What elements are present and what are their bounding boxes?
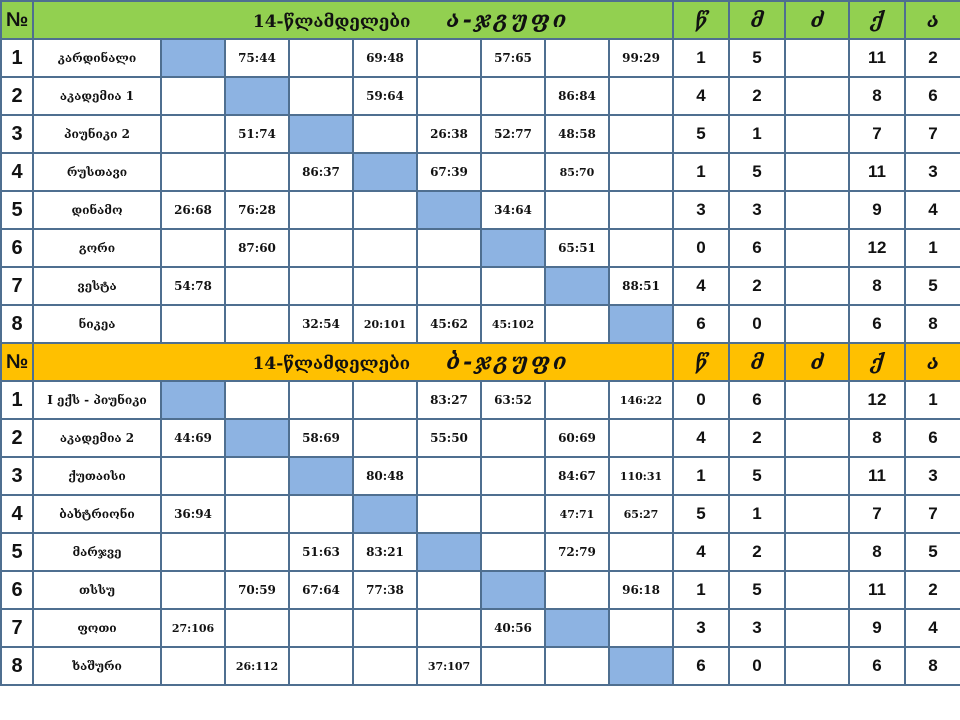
team-row [1,267,960,305]
team-name: მარჯვე [33,533,161,571]
match-score-cell: 34:64 [481,191,545,229]
match-score-cell: 26:112 [225,647,289,685]
stat-q-cell: 8 [849,419,905,457]
stat-a-cell: 7 [905,495,960,533]
stat-d-cell [785,571,849,609]
stat-d-cell [785,153,849,191]
number-symbol-header: № [1,1,33,39]
match-score-cell: 72:79 [545,533,609,571]
stat-d-cell [785,229,849,267]
stat-m-cell: 2 [729,77,785,115]
stat-w-cell: 6 [673,305,729,343]
match-score-cell [353,381,417,419]
match-score-cell: 77:38 [353,571,417,609]
match-score-cell: 32:54 [289,305,353,343]
diagonal-cell [417,191,481,229]
match-score-cell [417,267,481,305]
group-title-header [33,1,673,39]
diagonal-cell [225,419,289,457]
match-score-cell [417,609,481,647]
match-score-cell [225,495,289,533]
stat-d-cell [785,419,849,457]
stat-m-cell: 1 [729,115,785,153]
age-category-title: 14-წლამდელები [252,354,411,374]
team-number: 4 [1,153,33,191]
team-number: 2 [1,419,33,457]
diagonal-cell [225,77,289,115]
team-number: 1 [1,39,33,77]
diagonal-cell [609,647,673,685]
match-score-cell [161,229,225,267]
stat-a-cell: 6 [905,419,960,457]
team-name: თსსუ [33,571,161,609]
stat-a-cell: 5 [905,267,960,305]
match-score-cell: 88:51 [609,267,673,305]
group-name: ბ-ჯგუფი [446,349,570,375]
group-header-row [1,1,960,39]
diagonal-cell [161,39,225,77]
team-number: 8 [1,647,33,685]
match-score-cell [225,381,289,419]
stat-d-cell [785,609,849,647]
team-number: 7 [1,267,33,305]
stat-w-cell: 1 [673,457,729,495]
match-score-cell [353,191,417,229]
match-score-cell: 52:77 [481,115,545,153]
stat-m-cell: 1 [729,495,785,533]
match-score-cell [161,571,225,609]
stat-d-cell [785,77,849,115]
stat-a-cell: 4 [905,609,960,647]
match-score-cell [609,419,673,457]
stat-w-cell: 1 [673,39,729,77]
match-score-cell: 27:106 [161,609,225,647]
match-score-cell [225,305,289,343]
match-score-cell [609,191,673,229]
team-row [1,115,960,153]
diagonal-cell [545,267,609,305]
match-score-cell: 110:31 [609,457,673,495]
match-score-cell [417,39,481,77]
match-score-cell: 51:74 [225,115,289,153]
team-row [1,609,960,647]
diagonal-cell [289,457,353,495]
team-number: 6 [1,229,33,267]
match-score-cell: 146:22 [609,381,673,419]
team-row [1,457,960,495]
team-name: აკადემია 1 [33,77,161,115]
match-score-cell [609,533,673,571]
match-score-cell: 44:69 [161,419,225,457]
stat-column-header: მ [729,1,785,39]
team-number: 4 [1,495,33,533]
team-name: I ექს - პიუნიკი [33,381,161,419]
match-score-cell [225,267,289,305]
match-score-cell: 67:64 [289,571,353,609]
team-name: პიუნიკი 2 [33,115,161,153]
match-score-cell: 51:63 [289,533,353,571]
stat-d-cell [785,39,849,77]
stat-q-cell: 8 [849,533,905,571]
team-row [1,419,960,457]
match-score-cell [481,495,545,533]
team-number: 3 [1,457,33,495]
match-score-cell: 67:39 [417,153,481,191]
match-score-cell: 58:69 [289,419,353,457]
stat-column-header: მ [729,343,785,381]
match-score-cell [161,153,225,191]
match-score-cell [161,77,225,115]
stat-d-cell [785,457,849,495]
match-score-cell [289,39,353,77]
match-score-cell: 96:18 [609,571,673,609]
match-score-cell: 48:58 [545,115,609,153]
stat-a-cell: 8 [905,647,960,685]
match-score-cell [161,115,225,153]
stat-w-cell: 5 [673,495,729,533]
stat-w-cell: 0 [673,229,729,267]
diagonal-cell [609,305,673,343]
stat-m-cell: 2 [729,267,785,305]
match-score-cell [161,647,225,685]
stat-a-cell: 1 [905,381,960,419]
diagonal-cell [353,495,417,533]
stat-w-cell: 4 [673,533,729,571]
stat-q-cell: 12 [849,381,905,419]
match-score-cell [545,305,609,343]
stat-a-cell: 1 [905,229,960,267]
team-row [1,571,960,609]
match-score-cell [481,419,545,457]
diagonal-cell [545,609,609,647]
match-score-cell [417,229,481,267]
stat-q-cell: 7 [849,115,905,153]
stat-w-cell: 0 [673,381,729,419]
match-score-cell [417,571,481,609]
match-score-cell [289,267,353,305]
group-name: ა-ჯგუფი [446,7,570,33]
stat-q-cell: 11 [849,39,905,77]
match-score-cell: 59:64 [353,77,417,115]
stat-d-cell [785,381,849,419]
stat-w-cell: 3 [673,609,729,647]
team-row [1,647,960,685]
team-number: 5 [1,191,33,229]
stat-a-cell: 4 [905,191,960,229]
match-score-cell [481,533,545,571]
match-score-cell: 37:107 [417,647,481,685]
stat-m-cell: 6 [729,229,785,267]
match-score-cell [417,495,481,533]
team-row [1,77,960,115]
stat-a-cell: 7 [905,115,960,153]
team-row [1,495,960,533]
stat-a-cell: 2 [905,571,960,609]
match-score-cell: 45:62 [417,305,481,343]
match-score-cell [353,647,417,685]
match-score-cell [289,229,353,267]
match-score-cell [289,77,353,115]
stat-q-cell: 7 [849,495,905,533]
team-row [1,305,960,343]
match-score-cell [481,457,545,495]
team-number: 2 [1,77,33,115]
diagonal-cell [481,571,545,609]
match-score-cell [609,153,673,191]
match-score-cell: 57:65 [481,39,545,77]
match-score-cell [161,305,225,343]
team-number: 1 [1,381,33,419]
match-score-cell: 55:50 [417,419,481,457]
team-row [1,39,960,77]
stat-m-cell: 0 [729,305,785,343]
match-score-cell: 65:27 [609,495,673,533]
match-score-cell: 76:28 [225,191,289,229]
team-name: აკადემია 2 [33,419,161,457]
team-name: დინამო [33,191,161,229]
stat-a-cell: 8 [905,305,960,343]
stat-q-cell: 12 [849,229,905,267]
match-score-cell [289,609,353,647]
match-score-cell [225,153,289,191]
stat-q-cell: 11 [849,457,905,495]
match-score-cell: 47:71 [545,495,609,533]
stat-d-cell [785,115,849,153]
match-score-cell [545,381,609,419]
match-score-cell: 40:56 [481,609,545,647]
match-score-cell [289,495,353,533]
match-score-cell: 85:70 [545,153,609,191]
match-score-cell [481,153,545,191]
match-score-cell: 86:37 [289,153,353,191]
team-row [1,191,960,229]
match-score-cell [545,191,609,229]
stat-d-cell [785,533,849,571]
match-score-cell: 45:102 [481,305,545,343]
stat-a-cell: 3 [905,153,960,191]
match-score-cell: 36:94 [161,495,225,533]
match-score-cell [353,609,417,647]
match-score-cell [609,115,673,153]
match-score-cell [609,77,673,115]
team-row [1,229,960,267]
match-score-cell: 26:68 [161,191,225,229]
stat-q-cell: 8 [849,267,905,305]
stat-q-cell: 11 [849,571,905,609]
match-score-cell [353,419,417,457]
diagonal-cell [417,533,481,571]
match-score-cell [609,609,673,647]
stat-q-cell: 11 [849,153,905,191]
stat-a-cell: 3 [905,457,960,495]
team-row [1,533,960,571]
stat-w-cell: 3 [673,191,729,229]
stat-column-header: წ [673,1,729,39]
match-score-cell: 83:27 [417,381,481,419]
stat-m-cell: 5 [729,571,785,609]
stat-d-cell [785,267,849,305]
diagonal-cell [481,229,545,267]
number-symbol-header: № [1,343,33,381]
match-score-cell [289,191,353,229]
stat-d-cell [785,191,849,229]
diagonal-cell [289,115,353,153]
stat-column-header: ა [905,1,960,39]
match-score-cell [353,115,417,153]
team-name: რუსთავი [33,153,161,191]
stat-m-cell: 3 [729,191,785,229]
group-title-header [33,343,673,381]
match-score-cell [417,457,481,495]
team-number: 3 [1,115,33,153]
match-score-cell: 70:59 [225,571,289,609]
stat-w-cell: 1 [673,153,729,191]
stat-q-cell: 6 [849,305,905,343]
team-number: 7 [1,609,33,647]
team-number: 8 [1,305,33,343]
team-name: ხაშური [33,647,161,685]
team-name: ბახტრიონი [33,495,161,533]
match-score-cell [545,39,609,77]
stat-q-cell: 9 [849,609,905,647]
stat-m-cell: 5 [729,457,785,495]
match-score-cell: 80:48 [353,457,417,495]
team-name: ნიკეა [33,305,161,343]
match-score-cell: 69:48 [353,39,417,77]
match-score-cell [609,229,673,267]
match-score-cell [353,229,417,267]
match-score-cell [161,533,225,571]
match-score-cell: 60:69 [545,419,609,457]
match-score-cell [417,77,481,115]
diagonal-cell [161,381,225,419]
team-row [1,381,960,419]
stat-m-cell: 3 [729,609,785,647]
stat-m-cell: 2 [729,419,785,457]
match-score-cell [225,533,289,571]
stat-w-cell: 1 [673,571,729,609]
match-score-cell [289,647,353,685]
stat-w-cell: 6 [673,647,729,685]
match-score-cell [225,457,289,495]
team-number: 6 [1,571,33,609]
match-score-cell: 63:52 [481,381,545,419]
match-score-cell [545,571,609,609]
team-row [1,153,960,191]
match-score-cell: 83:21 [353,533,417,571]
match-score-cell: 99:29 [609,39,673,77]
team-name: ქუთაისი [33,457,161,495]
diagonal-cell [353,153,417,191]
stat-column-header: ძ [785,343,849,381]
stat-column-header: ა [905,343,960,381]
match-score-cell [161,457,225,495]
stat-m-cell: 6 [729,381,785,419]
stat-d-cell [785,647,849,685]
stat-a-cell: 2 [905,39,960,77]
stat-q-cell: 6 [849,647,905,685]
team-name: ფოთი [33,609,161,647]
match-score-cell: 87:60 [225,229,289,267]
match-score-cell [481,77,545,115]
match-score-cell [545,647,609,685]
stat-w-cell: 4 [673,77,729,115]
stat-a-cell: 6 [905,77,960,115]
match-score-cell: 84:67 [545,457,609,495]
stat-m-cell: 0 [729,647,785,685]
stat-q-cell: 8 [849,77,905,115]
team-name: ვესტა [33,267,161,305]
match-score-cell [289,381,353,419]
match-score-cell [481,647,545,685]
stat-column-header: წ [673,343,729,381]
stat-q-cell: 9 [849,191,905,229]
stat-m-cell: 5 [729,39,785,77]
match-score-cell: 20:101 [353,305,417,343]
match-score-cell [225,609,289,647]
stat-w-cell: 5 [673,115,729,153]
match-score-cell: 26:38 [417,115,481,153]
group-header-row [1,343,960,381]
match-score-cell: 75:44 [225,39,289,77]
stat-m-cell: 5 [729,153,785,191]
stat-a-cell: 5 [905,533,960,571]
stat-w-cell: 4 [673,419,729,457]
stat-column-header: ქ [849,343,905,381]
match-score-cell [481,267,545,305]
team-number: 5 [1,533,33,571]
match-score-cell: 54:78 [161,267,225,305]
match-score-cell: 65:51 [545,229,609,267]
team-name: კარდინალი [33,39,161,77]
stat-column-header: ძ [785,1,849,39]
stat-d-cell [785,495,849,533]
stat-m-cell: 2 [729,533,785,571]
stat-column-header: ქ [849,1,905,39]
team-name: გორი [33,229,161,267]
stat-d-cell [785,305,849,343]
age-category-title: 14-წლამდელები [252,12,411,32]
match-score-cell: 86:84 [545,77,609,115]
stat-w-cell: 4 [673,267,729,305]
match-score-cell [353,267,417,305]
